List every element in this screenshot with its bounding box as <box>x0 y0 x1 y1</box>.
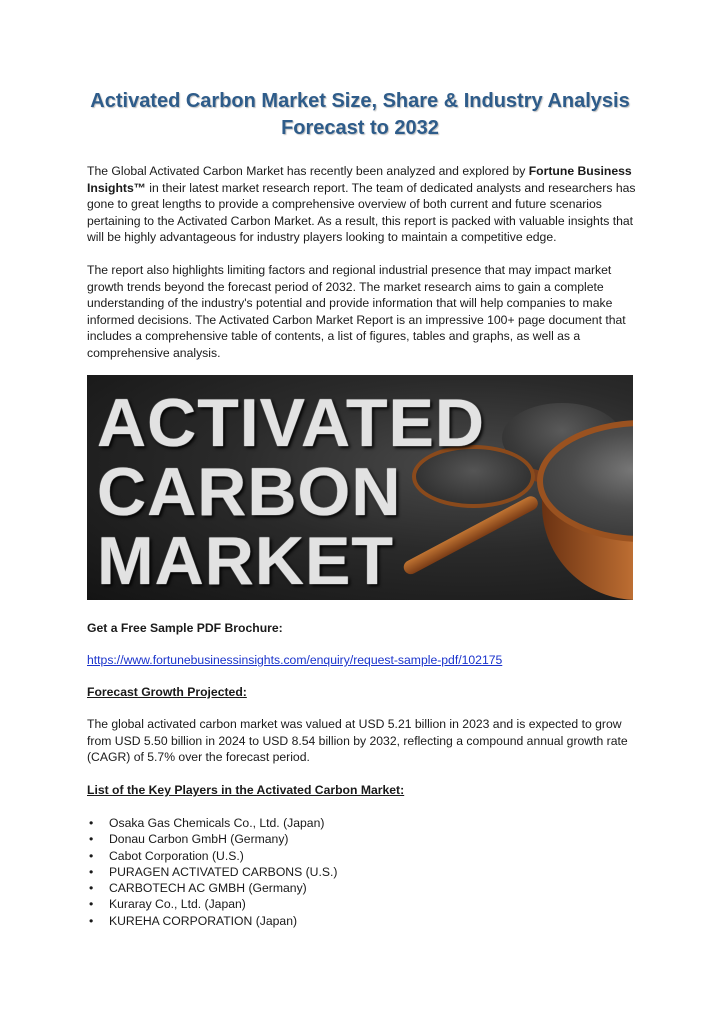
title-line-2: Forecast to 2032 <box>281 117 439 139</box>
bullet-icon: • <box>89 832 94 847</box>
forecast-paragraph: The global activated carbon market was valued at USD 5.21 billion in 2023 and is expected to grow from USD 5.50 billion in 2024 to USD 8.54 billion by 2032, reflecting a compound annual growth rate (CAGR) of 5.7% over the forecast period. <box>87 717 628 765</box>
hero-text-line-2: CARBON <box>97 454 402 530</box>
intro-company-name: Fortune Business Insights™ <box>87 164 632 195</box>
key-players-list <box>87 815 587 929</box>
bullet-icon: • <box>89 864 94 879</box>
intro-text-after: in their latest market research report. The team of dedicated analysts and researchers has gone to great lengths to provide a comprehensive overview of both current and future scenarios pertaining to the Activated Carbon Market. As a result, this report is packed with valuable insights that will be highly advantageous for industry players looking to maintain a competitive edge. <box>87 180 636 245</box>
list-item: • PURAGEN ACTIVATED CARBONS (U.S.) <box>89 864 338 879</box>
hero-text-line-1: ACTIVATED <box>97 385 486 461</box>
hero-image <box>87 375 633 600</box>
list-item: • Cabot Corporation (U.S.) <box>89 848 244 863</box>
bullet-icon: • <box>89 897 94 912</box>
list-item: • Osaka Gas Chemicals Co., Ltd. (Japan) <box>89 816 325 830</box>
list-item: • Donau Carbon GmbH (Germany) <box>89 832 289 847</box>
intro-paragraph <box>87 163 637 246</box>
sample-label: Get a Free Sample PDF Brochure: <box>87 621 283 635</box>
key-players-heading: List of the Key Players in the Activated Carbon Market: <box>87 783 405 797</box>
title-line-1: Activated Carbon Market Size, Share & Industry Analysis <box>90 90 630 112</box>
bullet-icon: • <box>89 881 94 896</box>
forecast-heading: Forecast Growth Projected: <box>87 685 247 699</box>
report-paragraph: The report also highlights limiting factors and regional industrial presence that may impact market growth trends beyond the forecast period of 2032. The market research aims to gain a complete understanding of the industry's potential and provide information that will help companies to make informed decisions. The Activated Carbon Market Report is an impressive 100+ page document that includes a comprehensive table of contents, a list of figures, tables and graphs, as well as a comprehensive analysis. <box>87 263 626 360</box>
page-title <box>60 88 660 142</box>
intro-text-before: The Global Activated Carbon Market has recently been analyzed and explored by <box>87 164 529 178</box>
list-item: • Kuraray Co., Ltd. (Japan) <box>89 897 246 912</box>
hero-text-line-3: MARKET <box>97 523 394 599</box>
sample-pdf-link[interactable]: https://www.fortunebusinessinsights.com/enquiry/request-sample-pdf/102175 <box>87 653 503 667</box>
list-item: • KUREHA CORPORATION (Japan) <box>89 913 298 928</box>
bullet-icon: • <box>89 913 94 928</box>
list-item: • CARBOTECH AC GMBH (Germany) <box>89 881 307 896</box>
bullet-icon: • <box>89 816 94 830</box>
bullet-icon: • <box>89 848 94 863</box>
